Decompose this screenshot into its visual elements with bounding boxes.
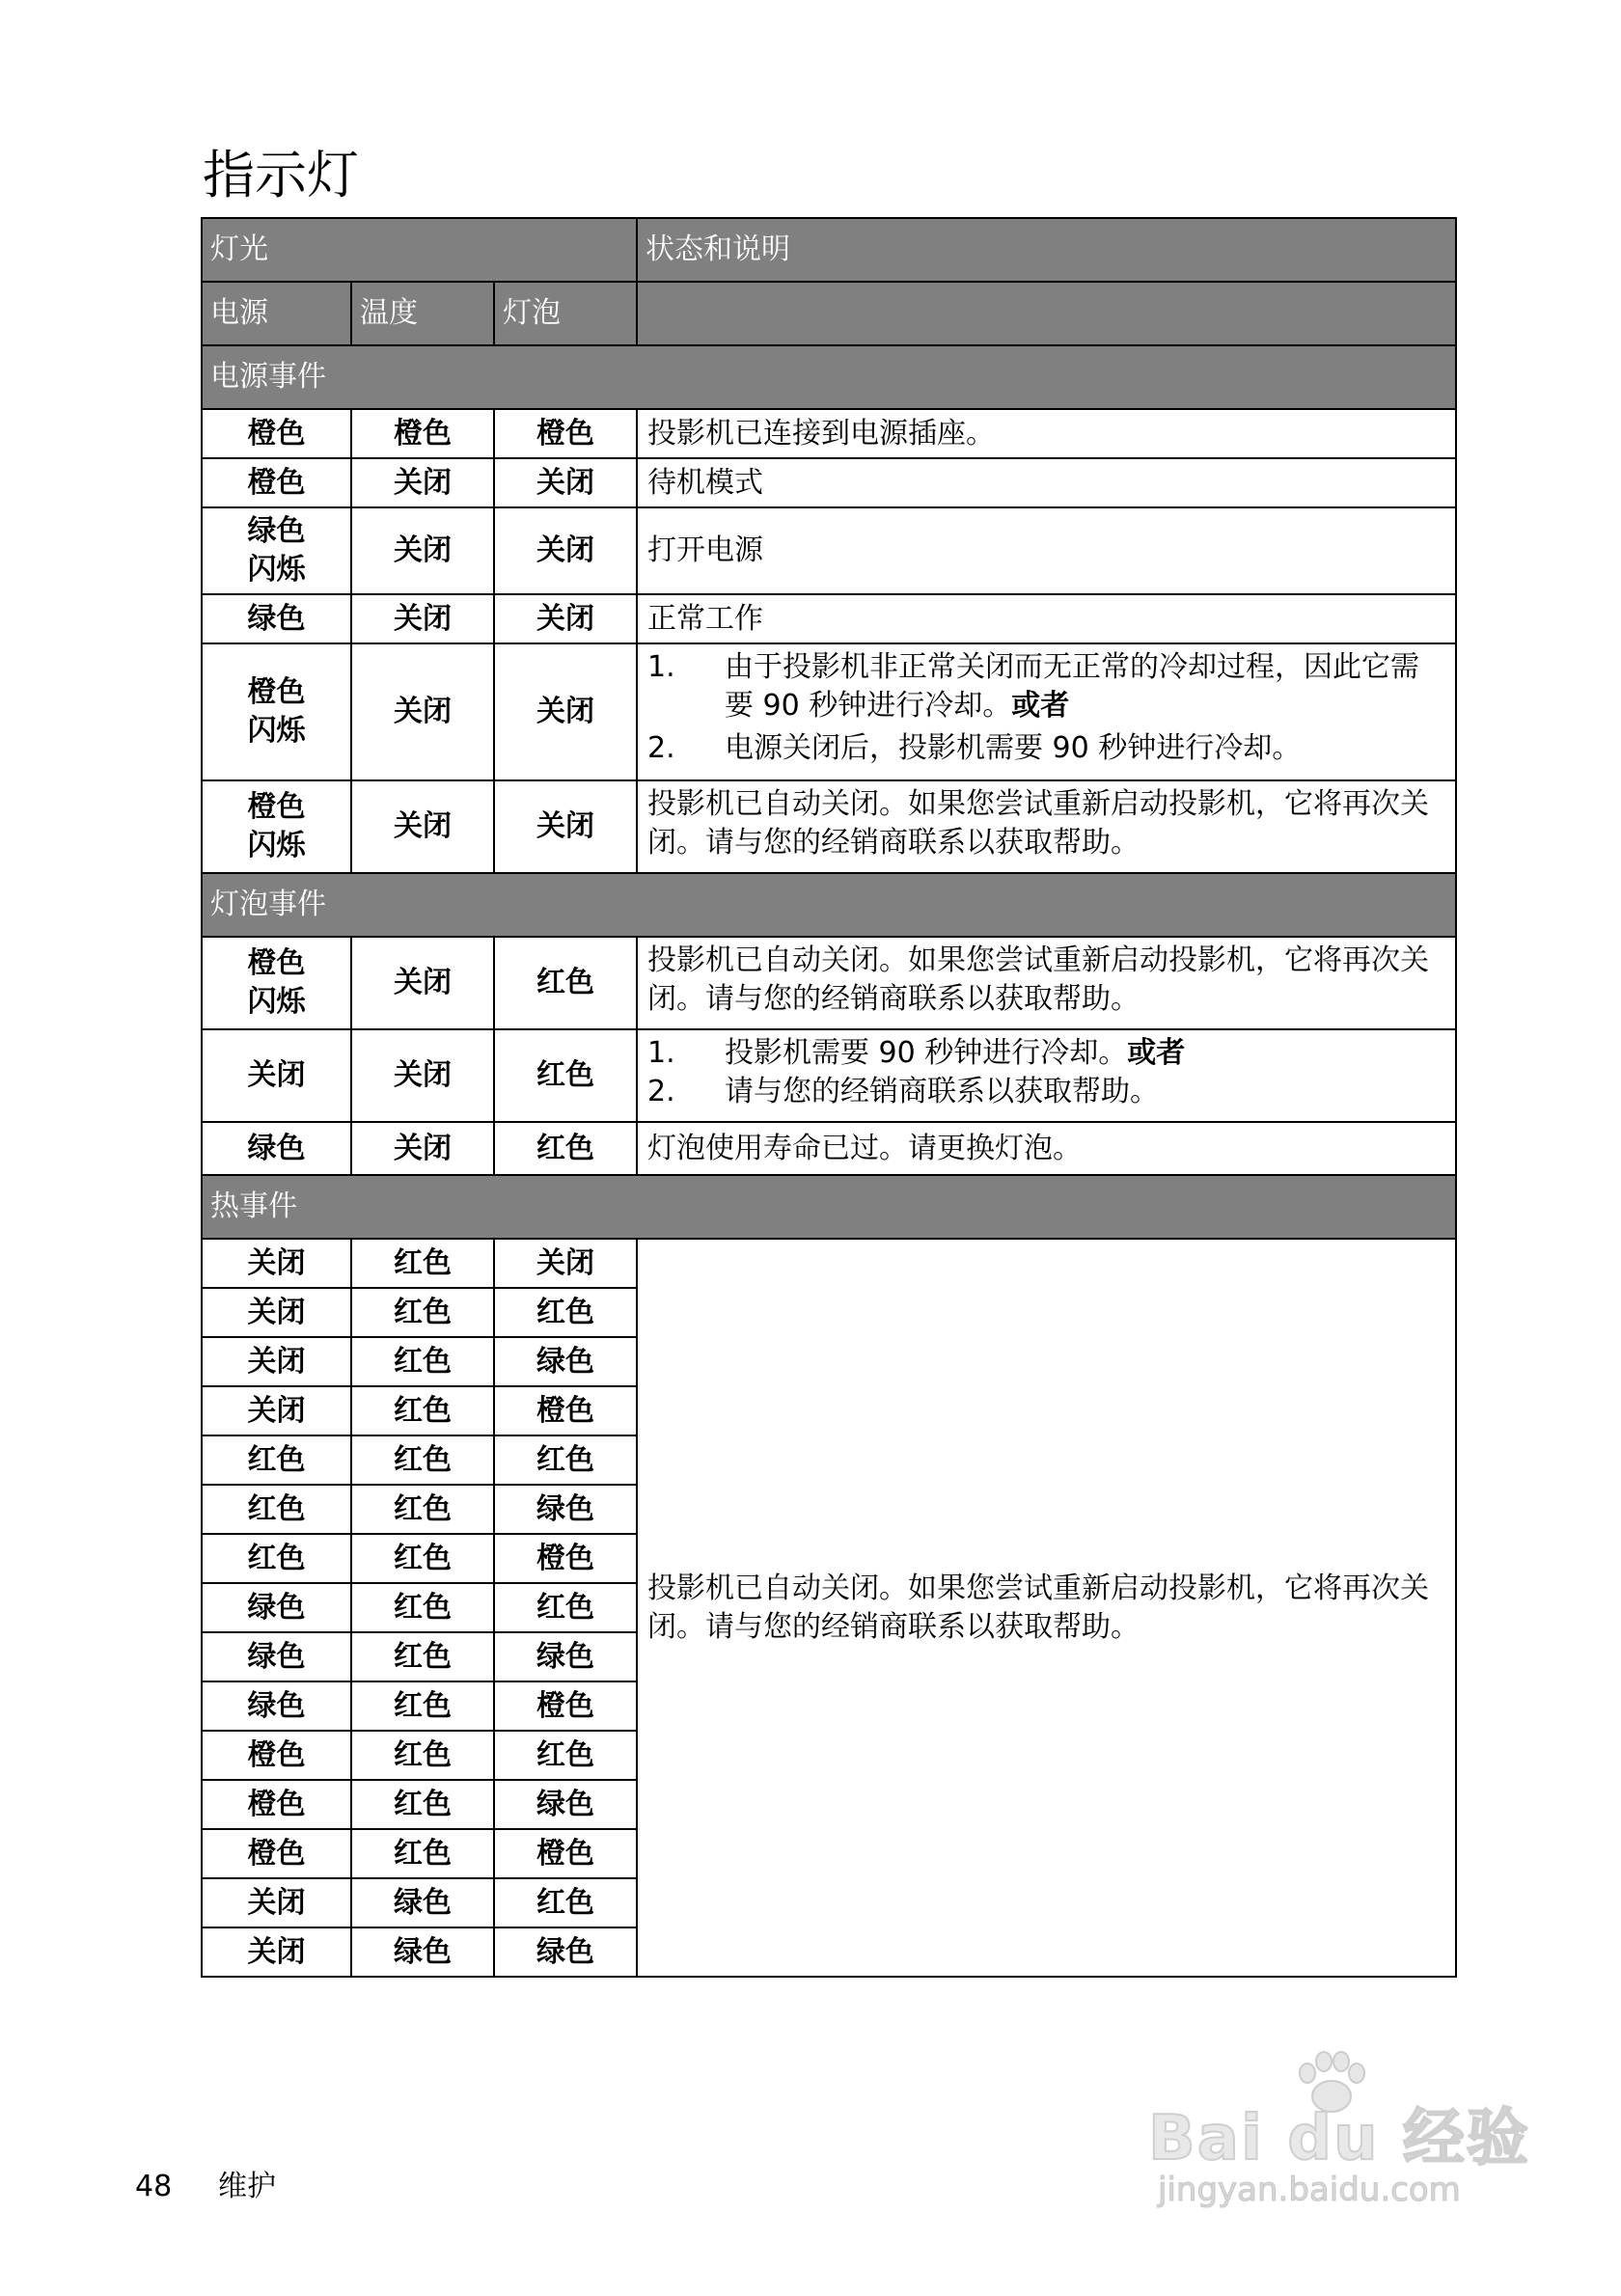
cell-power: 橙色 [202, 1731, 351, 1780]
cell-temp: 红色 [351, 1534, 494, 1583]
cell-temp: 红色 [351, 1435, 494, 1485]
power-color: 橙色 [247, 790, 306, 824]
table-row [202, 1239, 1456, 1288]
cell-lamp: 绿色 [494, 1780, 637, 1829]
cell-desc: 投影机已自动关闭。如果您尝试重新启动投影机，它将再次关闭。请与您的经销商联系以获取帮助。 [637, 1239, 1456, 1977]
cell-temp: 橙色 [351, 409, 494, 458]
header-status-desc: 状态和说明 [637, 218, 1456, 282]
cell-power: 绿色 [202, 1681, 351, 1731]
steps-list [647, 648, 1445, 768]
cell-desc: 投影机已自动关闭。如果您尝试重新启动投影机，它将再次关闭。请与您的经销商联系以获取帮助。 [637, 937, 1456, 1029]
list-item [647, 729, 1445, 768]
table-row [202, 937, 1456, 1029]
cell-power: 关闭 [202, 1927, 351, 1977]
cell-lamp: 红色 [494, 1029, 637, 1122]
header-lamp: 灯泡 [494, 282, 637, 345]
step-number: 2. [647, 1075, 675, 1108]
watermark-brand: Bai du 经验 [1148, 2103, 1530, 2174]
power-color: 橙色 [247, 675, 306, 709]
header-power: 电源 [202, 282, 351, 345]
cell-power: 绿色 [202, 1122, 351, 1175]
section-power-events: 电源事件 [202, 345, 1456, 409]
section-row [202, 1175, 1456, 1239]
cell-lamp: 红色 [494, 1878, 637, 1927]
thermal-rows [202, 1239, 1456, 1977]
cell-temp: 红色 [351, 1829, 494, 1878]
step-text: 请与您的经销商联系以获取帮助。 [725, 1075, 1159, 1108]
cell-temp: 关闭 [351, 643, 494, 780]
step-or: 或者 [1127, 1036, 1186, 1070]
cell-lamp: 橙色 [494, 1681, 637, 1731]
cell-lamp: 关闭 [494, 594, 637, 643]
cell-lamp: 红色 [494, 1435, 637, 1485]
cell-power: 橙色 [202, 1829, 351, 1878]
cell-power [202, 780, 351, 873]
section-row [202, 345, 1456, 409]
header-light: 灯光 [202, 218, 637, 282]
cell-desc: 打开电源 [637, 507, 1456, 594]
table-row [202, 1029, 1456, 1122]
cell-temp: 关闭 [351, 937, 494, 1029]
indicator-table [201, 217, 1457, 1978]
watermark [1148, 2050, 1553, 2224]
cell-power: 关闭 [202, 1029, 351, 1122]
cell-lamp: 关闭 [494, 643, 637, 780]
table-row [202, 409, 1456, 458]
cell-temp: 关闭 [351, 780, 494, 873]
cell-lamp: 红色 [494, 1583, 637, 1632]
power-color: 绿色 [247, 514, 306, 548]
section-lamp-events: 灯泡事件 [202, 873, 1456, 937]
step-number: 2. [647, 731, 675, 765]
cell-lamp: 关闭 [494, 458, 637, 507]
watermark-url: jingyan.baidu.com [1158, 2171, 1461, 2209]
cell-lamp: 关闭 [494, 1239, 637, 1288]
table-row [202, 507, 1456, 594]
cell-lamp: 橙色 [494, 1534, 637, 1583]
section-thermal-events: 热事件 [202, 1175, 1456, 1239]
cell-lamp: 绿色 [494, 1485, 637, 1534]
cell-power: 绿色 [202, 1632, 351, 1681]
cell-temp: 红色 [351, 1632, 494, 1681]
cell-lamp: 红色 [494, 1122, 637, 1175]
page-number: 48 [135, 2170, 173, 2203]
cell-lamp: 橙色 [494, 409, 637, 458]
header-row-columns [202, 282, 1456, 345]
cell-power: 关闭 [202, 1337, 351, 1386]
header-temp: 温度 [351, 282, 494, 345]
cell-temp: 红色 [351, 1780, 494, 1829]
table-row [202, 643, 1456, 780]
cell-desc: 正常工作 [637, 594, 1456, 643]
page-title: 指示灯 [203, 145, 359, 205]
cell-desc [637, 1029, 1456, 1122]
footer-section-title: 维护 [218, 2170, 276, 2203]
cell-lamp: 红色 [494, 937, 637, 1029]
cell-power: 橙色 [202, 409, 351, 458]
cell-temp: 红色 [351, 1386, 494, 1435]
cell-power: 橙色 [202, 1780, 351, 1829]
step-text: 由于投影机非正常关闭而无正常的冷却过程，因此它需要 90 秒钟进行冷却。 [725, 650, 1419, 723]
cell-lamp: 绿色 [494, 1927, 637, 1977]
cell-temp: 红色 [351, 1681, 494, 1731]
power-mode: 闪烁 [247, 985, 306, 1019]
cell-power: 关闭 [202, 1386, 351, 1435]
cell-lamp: 关闭 [494, 780, 637, 873]
cell-desc: 投影机已连接到电源插座。 [637, 409, 1456, 458]
step-text: 电源关闭后，投影机需要 90 秒钟进行冷却。 [725, 731, 1302, 765]
cell-temp: 关闭 [351, 458, 494, 507]
cell-power [202, 507, 351, 594]
section-row [202, 873, 1456, 937]
cell-desc [637, 643, 1456, 780]
list-item [647, 1073, 1445, 1111]
steps-list [647, 1034, 1445, 1111]
cell-lamp: 红色 [494, 1731, 637, 1780]
cell-lamp: 关闭 [494, 507, 637, 594]
cell-power: 关闭 [202, 1878, 351, 1927]
table-row [202, 458, 1456, 507]
header-blank [637, 282, 1456, 345]
cell-temp: 关闭 [351, 1122, 494, 1175]
cell-power [202, 643, 351, 780]
cell-desc: 投影机已自动关闭。如果您尝试重新启动投影机，它将再次关闭。请与您的经销商联系以获取帮助。 [637, 780, 1456, 873]
cell-power: 红色 [202, 1485, 351, 1534]
power-color: 橙色 [247, 946, 306, 980]
step-number: 1. [647, 1036, 675, 1070]
cell-desc: 待机模式 [637, 458, 1456, 507]
cell-power: 绿色 [202, 594, 351, 643]
cell-power: 关闭 [202, 1288, 351, 1337]
cell-lamp: 绿色 [494, 1632, 637, 1681]
cell-lamp: 橙色 [494, 1829, 637, 1878]
step-number: 1. [647, 650, 675, 684]
table-row [202, 1122, 1456, 1175]
cell-temp: 关闭 [351, 507, 494, 594]
cell-temp: 红色 [351, 1583, 494, 1632]
cell-power: 红色 [202, 1534, 351, 1583]
cell-lamp: 绿色 [494, 1337, 637, 1386]
cell-temp: 红色 [351, 1485, 494, 1534]
cell-temp: 绿色 [351, 1878, 494, 1927]
cell-power: 绿色 [202, 1583, 351, 1632]
header-row-light [202, 218, 1456, 282]
cell-temp: 红色 [351, 1731, 494, 1780]
list-item [647, 648, 1445, 725]
cell-temp: 红色 [351, 1337, 494, 1386]
power-mode: 闪烁 [247, 553, 306, 587]
cell-lamp: 橙色 [494, 1386, 637, 1435]
cell-temp: 关闭 [351, 1029, 494, 1122]
cell-power [202, 937, 351, 1029]
list-item [647, 1034, 1445, 1073]
cell-temp: 绿色 [351, 1927, 494, 1977]
table-row [202, 780, 1456, 873]
cell-desc: 灯泡使用寿命已过。请更换灯泡。 [637, 1122, 1456, 1175]
cell-temp: 关闭 [351, 594, 494, 643]
table-row [202, 594, 1456, 643]
cell-power: 关闭 [202, 1239, 351, 1288]
step-text: 投影机需要 90 秒钟进行冷却。 [725, 1036, 1128, 1070]
cell-power: 红色 [202, 1435, 351, 1485]
step-or: 或者 [1011, 689, 1070, 723]
cell-lamp: 红色 [494, 1288, 637, 1337]
cell-temp: 红色 [351, 1239, 494, 1288]
cell-temp: 红色 [351, 1288, 494, 1337]
cell-power: 橙色 [202, 458, 351, 507]
power-mode: 闪烁 [247, 714, 306, 748]
power-mode: 闪烁 [247, 829, 306, 862]
